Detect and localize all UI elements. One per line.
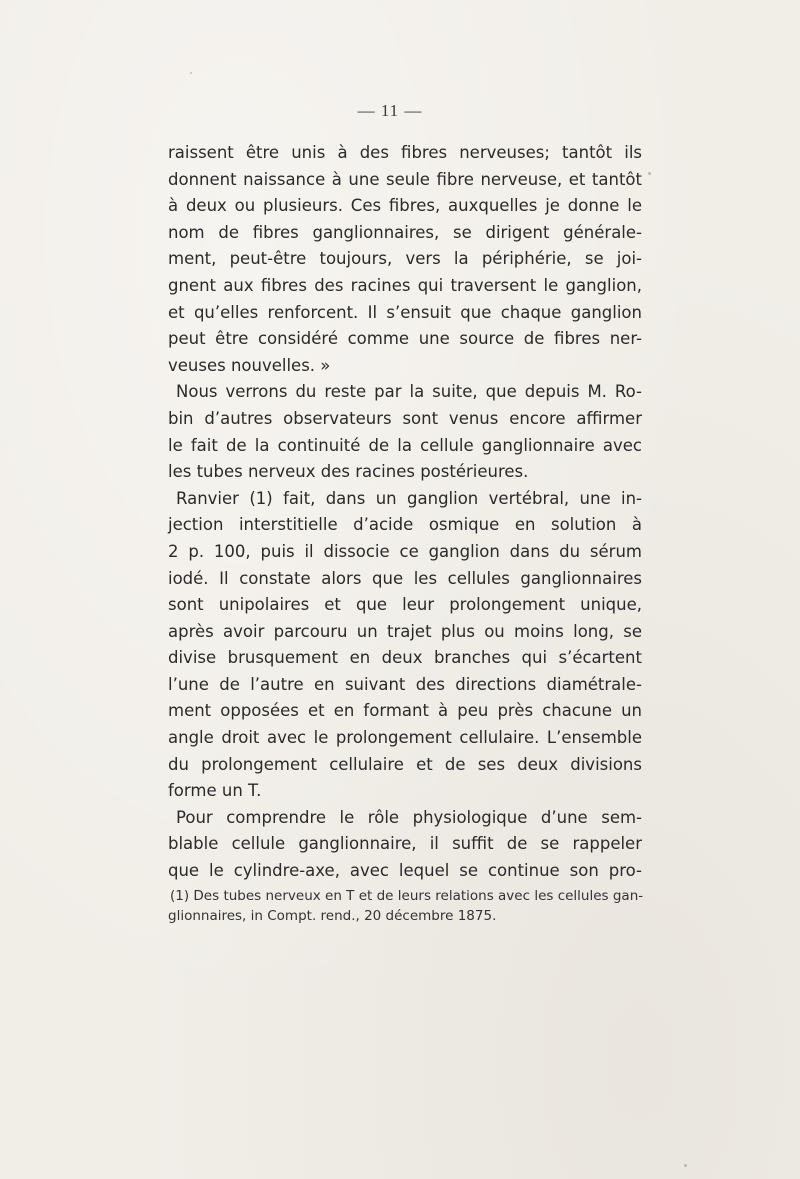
text-line: du prolongement cellulaire et de ses deux divisions — [168, 754, 642, 774]
text-line: peut être considéré comme une source de fibres ner- — [168, 329, 642, 349]
text-line: divise brusquement en deux branches qui s’écartent — [168, 648, 642, 668]
text-line: donnent naissance à une seule fibre nerveuse, et tantôt — [168, 169, 642, 189]
text-line: blable cellule ganglionnaire, il suffit de se rappeler — [168, 834, 642, 854]
text-line: que le cylindre-axe, avec lequel se continue son pro- — [168, 861, 642, 881]
text-line: le fait de la continuité de la cellule ganglionnaire avec — [168, 435, 642, 455]
text-line: veuses nouvelles. » — [168, 355, 331, 375]
text-line: et qu’elles renforcent. Il s’ensuit que chaque ganglion — [168, 302, 642, 322]
body-text — [168, 140, 642, 885]
text-line: nom de fibres ganglionnaires, se dirigent générale- — [168, 222, 642, 242]
text-line: les tubes nerveux des racines postérieures. — [168, 462, 529, 482]
text-line: iodé. Il constate alors que les cellules ganglionnaires — [168, 568, 642, 588]
text-line: forme un T. — [168, 781, 262, 801]
footnote — [168, 886, 642, 926]
paper-speck — [684, 1164, 687, 1167]
paragraph-start: Nous verrons du reste par la suite, que depuis M. Ro- — [176, 382, 642, 402]
footnote-line: glionnaires, in Compt. rend., 20 décembre 1875. — [168, 908, 497, 924]
page-number: — 11 — — [357, 101, 423, 120]
text-line: ment, peut-être toujours, vers la périphérie, se joi- — [168, 249, 642, 269]
text-line: jection interstitielle d’acide osmique en solution à — [168, 515, 642, 535]
paragraph-start: Ranvier (1) fait, dans un ganglion vertébral, une in- — [176, 488, 642, 508]
text-line: 2 p. 100, puis il dissocie ce ganglion dans du sérum — [168, 541, 642, 561]
paper-speck — [190, 72, 192, 74]
paragraph-start: Pour comprendre le rôle physiologique d’une sem- — [176, 807, 642, 827]
text-line: gnent aux fibres des racines qui traversent le ganglion, — [168, 275, 642, 295]
text-line: à deux ou plusieurs. Ces fibres, auxquelles je donne le — [168, 196, 642, 216]
text-line: bin d’autres observateurs sont venus encore affirmer — [168, 408, 642, 428]
text-line: angle droit avec le prolongement cellulaire. L’ensemble — [168, 728, 642, 748]
text-line: après avoir parcouru un trajet plus ou moins long, se — [168, 621, 642, 641]
text-line: raissent être unis à des fibres nerveuses; tantôt ils — [168, 143, 642, 162]
text-line: l’une de l’autre en suivant des directions diamétrale- — [168, 674, 642, 694]
text-line: ment opposées et en formant à peu près chacune un — [168, 701, 642, 721]
paper-speck — [648, 172, 651, 175]
text-line: sont unipolaires et que leur prolongement unique, — [168, 595, 642, 615]
footnote-line: (1) Des tubes nerveux en T et de leurs relations avec les cellules gan- — [170, 888, 644, 904]
